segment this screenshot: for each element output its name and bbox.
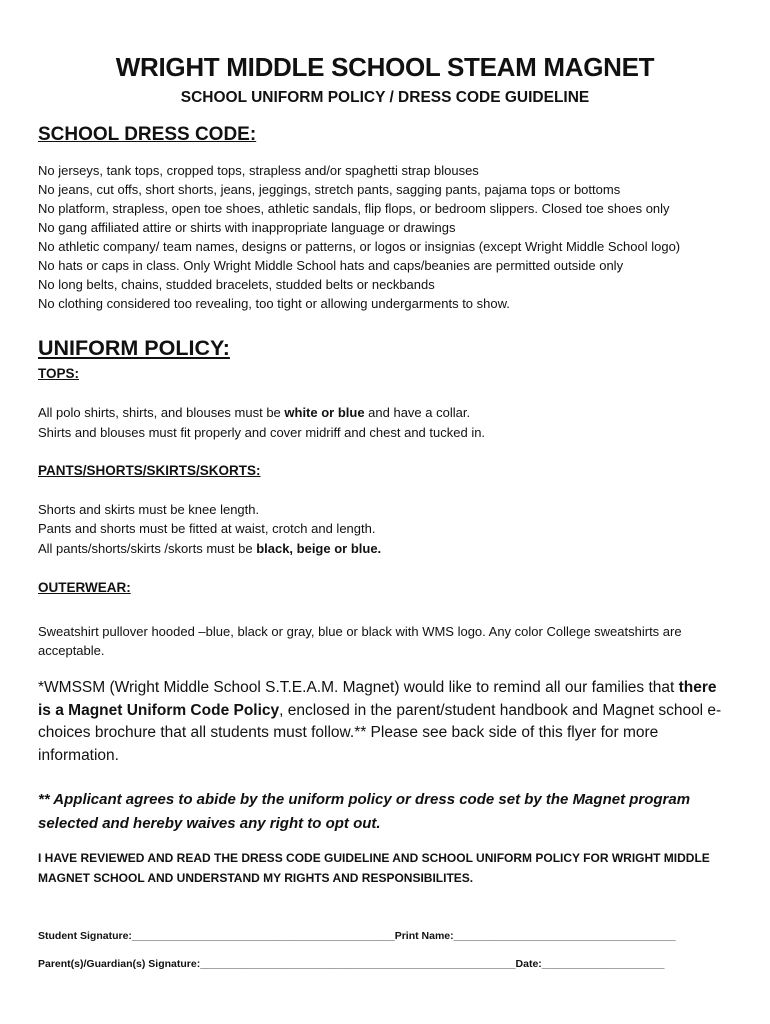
- list-item: No long belts, chains, studded bracelets, studded belts or neckbands: [38, 277, 435, 292]
- magnet-notice: *WMSSM (Wright Middle School S.T.E.A.M. Magnet) would like to remind all our families that there is a Magnet Uniform Code Policy, enclosed in the parent/student handbook and Magnet school e-choices brochure that all students must follow.** Please see back side of this flyer for more information.: [38, 679, 722, 764]
- bottoms-line-3: All pants/shorts/skirts /skorts must be black, beige or blue.: [38, 541, 382, 556]
- outerwear-heading: OUTERWEAR:: [38, 580, 131, 595]
- student-signature-line[interactable]: Student Signature:_____________________________________________Print Name:______________________________________: [38, 930, 676, 942]
- page-title: WRIGHT MIDDLE SCHOOL STEAM MAGNET: [115, 52, 655, 82]
- page-subtitle: SCHOOL UNIFORM POLICY / DRESS CODE GUIDELINE: [180, 89, 590, 106]
- list-item: No jerseys, tank tops, cropped tops, strapless and/or spaghetti strap blouses: [38, 163, 479, 178]
- tops-heading: TOPS:: [38, 366, 80, 381]
- uniform-policy-heading: UNIFORM POLICY:: [38, 336, 230, 360]
- list-item: No hats or caps in class. Only Wright Middle School hats and caps/beanies are permitted outside only: [38, 258, 624, 273]
- tops-line-2: Shirts and blouses must fit properly and cover midriff and chest and tucked in.: [38, 425, 486, 440]
- acknowledgement-statement: I HAVE REVIEWED AND READ THE DRESS CODE GUIDELINE AND SCHOOL UNIFORM POLICY FOR WRIGHT MIDDLE MAGNET SCHOOL AND UNDERSTAND MY RIGHTS AND RESPONSIBILITES.: [38, 851, 710, 885]
- dress-code-heading: SCHOOL DRESS CODE:: [38, 124, 257, 145]
- bottoms-heading: PANTS/SHORTS/SKIRTS/SKORTS:: [38, 463, 261, 478]
- bottoms-line-2: Pants and shorts must be fitted at waist, crotch and length.: [38, 521, 376, 536]
- outerwear-line-1: Sweatshirt pullover hooded –blue, black or gray, blue or black with WMS logo. Any color College sweatshirts are: [38, 624, 682, 639]
- list-item: No platform, strapless, open toe shoes, athletic sandals, flip flops, or bedroom slippers. Closed toe shoes only: [38, 201, 670, 216]
- applicant-agreement: ** Applicant agrees to abide by the uniform policy or dress code set by the Magnet program selected and hereby waives any right to opt out.: [38, 791, 691, 832]
- list-item: No athletic company/ team names, designs or patterns, or logos or insignias (except Wright Middle School logo): [38, 239, 681, 254]
- dress-code-list: [38, 161, 680, 313]
- bottoms-line-1: Shorts and skirts must be knee length.: [38, 502, 260, 517]
- outerwear-line-2: acceptable.: [38, 643, 105, 658]
- list-item: No gang affiliated attire or shirts with inappropriate language or drawings: [38, 220, 456, 235]
- tops-line-1: All polo shirts, shirts, and blouses must be white or blue and have a collar.: [38, 405, 471, 420]
- parent-signature-line[interactable]: Parent(s)/Guardian(s) Signature:______________________________________________________Date:_____________________: [38, 958, 665, 970]
- list-item: No jeans, cut offs, short shorts, jeans, jeggings, stretch pants, sagging pants, pajama tops or bottoms: [38, 182, 621, 197]
- list-item: No clothing considered too revealing, too tight or allowing undergarments to show.: [38, 296, 510, 311]
